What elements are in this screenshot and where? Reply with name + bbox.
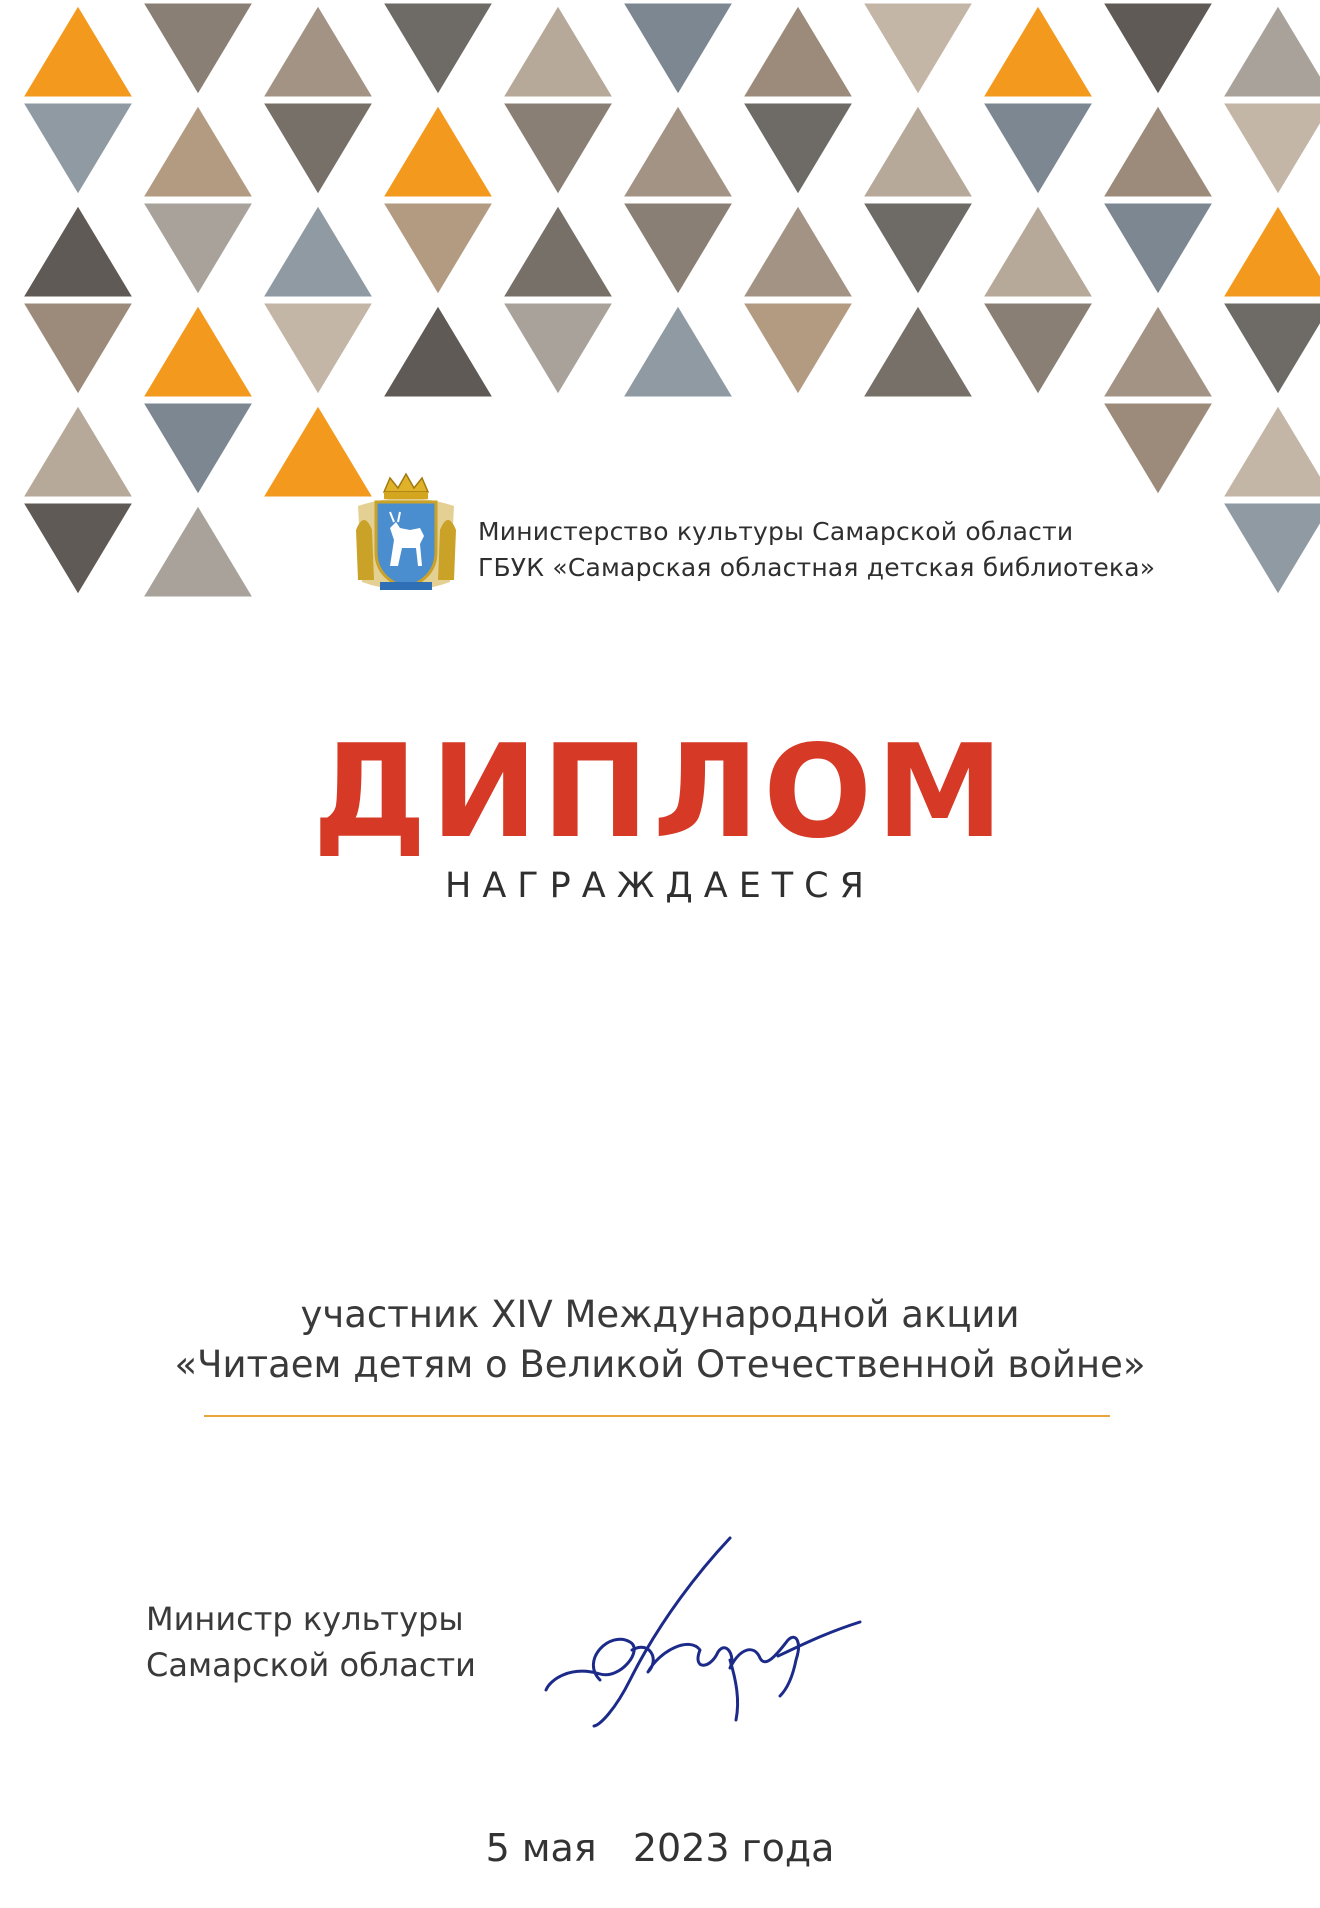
photo-triangle-tile [18, 300, 138, 400]
library-name: ГБУК «Самарская областная детская библиотека» [478, 553, 1156, 582]
photo-triangle-tile [978, 200, 1098, 300]
photo-triangle-tile [498, 200, 618, 300]
photo-triangle-tile [378, 300, 498, 400]
handwritten-signature [540, 1530, 880, 1740]
photo-triangle-tile [138, 400, 258, 500]
photo-triangle-tile [498, 100, 618, 200]
signatory-caption [146, 1596, 476, 1688]
photo-triangle-tile [858, 0, 978, 100]
issue-date: 5 мая 2023 года [485, 1826, 835, 1870]
photo-triangle-tile [618, 300, 738, 400]
photo-triangle-tile [618, 0, 738, 100]
photo-triangle-tile [1218, 300, 1320, 400]
photo-triangle-tile [1098, 0, 1218, 100]
award-line-1: участник XIV Международной акции [300, 1293, 1020, 1336]
photo-triangle-tile [858, 300, 978, 400]
award-line-2: «Читаем детям о Великой Отечественной войне» [174, 1343, 1146, 1386]
photo-triangle-tile [1098, 300, 1218, 400]
photo-triangle-tile [738, 0, 858, 100]
photo-triangle-tile [858, 100, 978, 200]
signatory-title: Министр культуры [146, 1600, 464, 1638]
orange-triangle-tile [378, 100, 498, 200]
photo-triangle-tile [1218, 100, 1320, 200]
orange-triangle-tile [1218, 200, 1320, 300]
photo-triangle-tile [138, 500, 258, 600]
photo-triangle-tile [498, 300, 618, 400]
diploma-title: ДИПЛОМ [312, 718, 1008, 867]
photo-triangle-tile [978, 100, 1098, 200]
photo-triangle-tile [978, 300, 1098, 400]
photo-triangle-tile [738, 300, 858, 400]
photo-triangle-tile [258, 0, 378, 100]
photo-triangle-tile [138, 100, 258, 200]
photo-triangle-tile [18, 100, 138, 200]
photo-triangle-tile [18, 400, 138, 500]
photo-triangle-tile [258, 200, 378, 300]
photo-triangle-tile [258, 100, 378, 200]
photo-triangle-tile [1218, 0, 1320, 100]
photo-triangle-tile [138, 200, 258, 300]
samara-coat-of-arms-icon [350, 470, 462, 598]
photo-triangle-tile [618, 100, 738, 200]
photo-triangle-tile [738, 100, 858, 200]
orange-triangle-tile [138, 300, 258, 400]
photo-triangle-tile [618, 200, 738, 300]
award-description [0, 1290, 1320, 1390]
divider-line [204, 1415, 1110, 1417]
photo-triangle-tile [498, 0, 618, 100]
photo-triangle-tile [258, 300, 378, 400]
orange-triangle-tile [978, 0, 1098, 100]
photo-triangle-tile [738, 200, 858, 300]
ministry-name: Министерство культуры Самарской области [478, 517, 1074, 546]
photo-triangle-tile [378, 200, 498, 300]
photo-triangle-tile [858, 200, 978, 300]
issuer-header [350, 470, 1250, 600]
photo-triangle-tile [1098, 100, 1218, 200]
orange-triangle-tile [18, 0, 138, 100]
signatory-region: Самарской области [146, 1646, 476, 1684]
photo-triangle-tile [138, 0, 258, 100]
photo-triangle-tile [378, 0, 498, 100]
photo-triangle-tile [1098, 200, 1218, 300]
awarded-subtitle: НАГРАЖДАЕТСЯ [445, 866, 875, 906]
photo-triangle-tile [18, 500, 138, 600]
photo-triangle-tile [18, 200, 138, 300]
